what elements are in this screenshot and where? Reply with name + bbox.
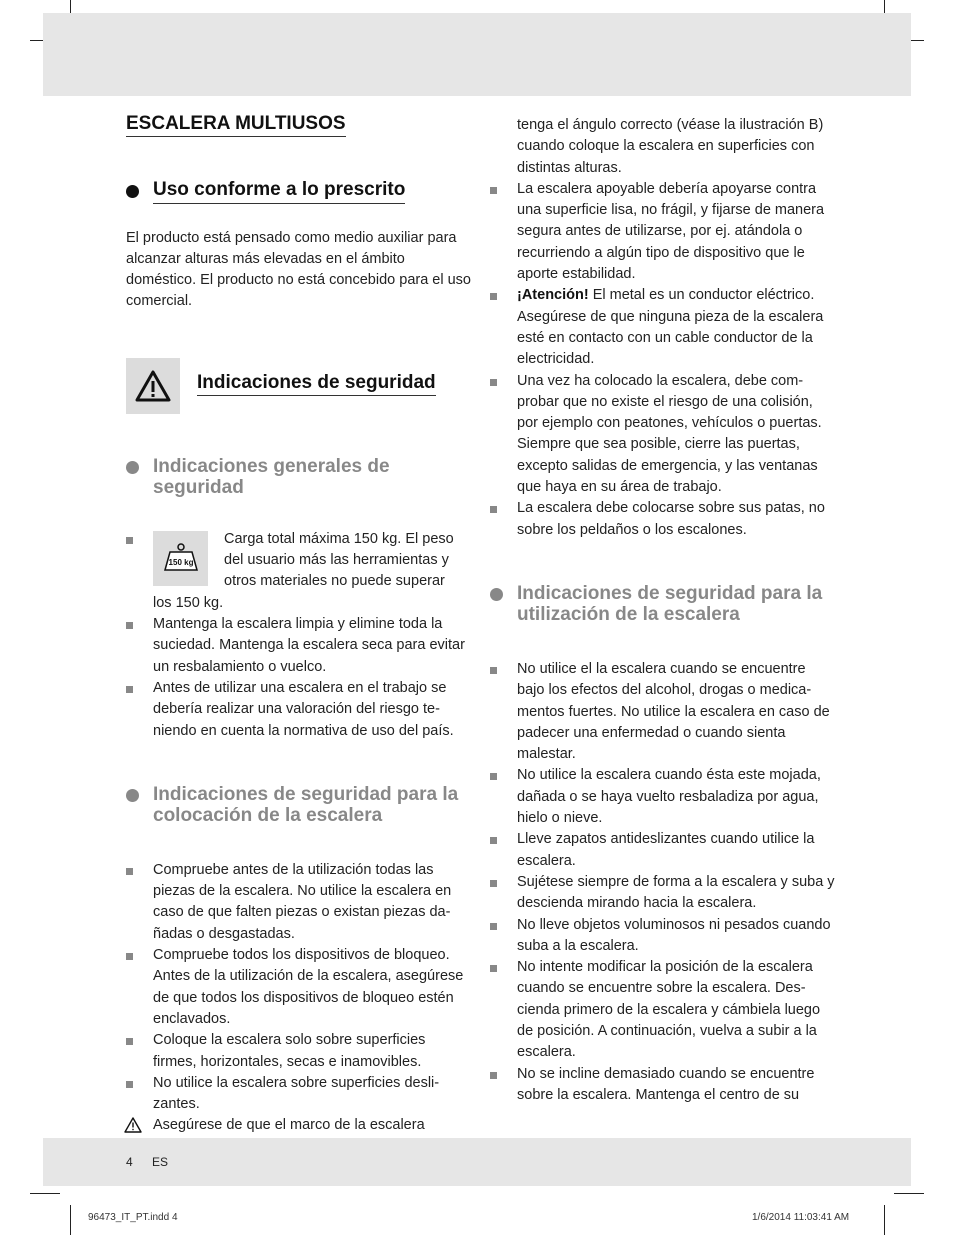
section-generales-title: Indicaciones generales de seguridad	[153, 455, 390, 499]
list-item: No se incline demasiado cuando se encuentre sobre la escalera. Mantenga el centro de su	[490, 1064, 835, 1107]
bullet-square-icon	[490, 923, 497, 930]
list-item: No utilice el la escalera cuando se encuentre bajo los efectos del alcohol, drogas o medica-mentos fuertes. No utilice la escalera en caso de padecer una enfermedad o cuando sienta malestar.	[490, 659, 835, 765]
atencion-text: El metal es un conductor eléctrico. Asegúrese de que ninguna pieza de la escalera esté en contacto con un cable conductor de la electricidad.	[517, 287, 824, 368]
right-column	[490, 115, 835, 1106]
section-generales-heading	[126, 456, 471, 499]
crop-mark	[884, 1205, 885, 1235]
bullet-square-icon	[490, 506, 497, 513]
list-item: Sujétese siempre de forma a la escalera y suba y descienda mirando hacia la escalera.	[490, 872, 835, 915]
colocacion-list-continued	[490, 179, 835, 541]
list-item: La escalera debe colocarse sobre sus patas, no sobre los peldaños o los escalones.	[490, 498, 835, 541]
slug-date: 1/6/2014 11:03:41 AM	[752, 1212, 850, 1223]
bullet-dot-icon	[490, 588, 503, 601]
bullet-square-icon	[126, 868, 133, 875]
crop-mark	[30, 1193, 60, 1194]
load-capacity-item	[126, 529, 471, 593]
bullet-square-icon	[490, 1072, 497, 1079]
warning-triangle-icon	[126, 358, 180, 414]
list-item: Antes de utilizar una escalera en el trabajo se debería realizar una valoración del riesgo te-niendo en cuenta la normativa de uso del país.	[126, 678, 471, 742]
left-column	[126, 110, 471, 1137]
bullet-square-icon	[126, 622, 133, 629]
bullet-square-icon	[490, 837, 497, 844]
list-item: No intente modificar la posición de la escalera cuando se encuentre sobre la escalera. Des-cienda primero de la escalera y cámbiela luego de posición. A continuación, vuelva a subir a la escalera.	[490, 957, 835, 1063]
utilizacion-list	[490, 659, 835, 1106]
weight-icon-label: 150 kg	[168, 558, 193, 568]
list-item: Compruebe todos los dispositivos de bloqueo. Antes de la utilización de la escalera, asegúrese de que todos los dispositivos de bloqueo estén enclavados.	[126, 945, 471, 1030]
list-item	[490, 285, 835, 370]
section-utilizacion-title: Indicaciones de seguridad para la utilización de la escalera	[517, 582, 823, 626]
list-item: Mantenga la escalera limpia y elimine toda la suciedad. Mantenga la escalera seca para evitar un resbalamiento o vuelco.	[126, 614, 471, 678]
continued-paragraph: tenga el ángulo correcto (véase la ilustración B) cuando coloque la escalera en superficies con distintas alturas.	[517, 117, 824, 176]
load-capacity-text: Carga total máxima 150 kg. El peso del usuario más las herramientas y otros materiales no puede superar	[224, 530, 454, 590]
bullet-square-icon	[126, 953, 133, 960]
safety-title: Indicaciones de seguridad	[197, 372, 436, 396]
list-item: No utilice la escalera sobre superficies desli-zantes.	[126, 1073, 471, 1116]
crop-mark	[70, 1205, 71, 1235]
section-colocacion-heading	[126, 784, 471, 827]
list-item: No utilice la escalera cuando ésta este mojada, dañada o se haya vuelto resbaladiza por agua, hielo o nieve.	[490, 765, 835, 829]
bullet-square-icon	[490, 187, 497, 194]
section-utilizacion-heading	[490, 583, 835, 626]
warning-list-item: Asegúrese de que el marco de la escalera	[126, 1115, 471, 1136]
safety-heading	[126, 358, 471, 414]
crop-mark	[894, 1193, 924, 1194]
slug-file: 96473_IT_PT.indd 4	[88, 1212, 178, 1223]
bullet-square-icon	[126, 537, 133, 544]
warning-triangle-icon	[124, 1117, 142, 1140]
bullet-square-icon	[490, 667, 497, 674]
list-item: La escalera apoyable debería apoyarse contra una superficie lisa, no frágil, y fijarse de manera segura antes de utilizarse, por ej. atándola o recurriendo a algún tipo de dispositivo que le aporte estabilidad.	[490, 179, 835, 285]
list-item: Una vez ha colocado la escalera, debe com-probar que no existe el riesgo de una colisión, por ejemplo con peatones, vehículos o puertas. Siempre que sea posible, cierre las puertas, excepto salidas de emergencia, y las ventanas que haya en su área de trabajo.	[490, 371, 835, 499]
footer-band	[43, 1138, 911, 1186]
bullet-square-icon	[490, 965, 497, 972]
bullet-square-icon	[490, 379, 497, 386]
list-item: Coloque la escalera solo sobre superficies firmes, horizontales, secas e inamovibles.	[126, 1030, 471, 1073]
section-colocacion-title: Indicaciones de seguridad para la colocación de la escalera	[153, 783, 459, 827]
list-item: Compruebe antes de la utilización todas las piezas de la escalera. No utilice la escalera en caso de que falten piezas o existan piezas da-ñadas o desgastadas.	[126, 860, 471, 945]
uso-paragraph: El producto está pensado como medio auxiliar para alcanzar alturas más elevadas en el ámbito doméstico. El producto no está concebido para el uso comercial.	[126, 229, 471, 310]
bullet-square-icon	[490, 773, 497, 780]
bullet-square-icon	[490, 293, 497, 300]
colocacion-list	[126, 860, 471, 1137]
bullet-square-icon	[490, 880, 497, 887]
bullet-square-icon	[126, 1081, 133, 1088]
bullet-dot-icon	[126, 185, 139, 198]
page-title: ESCALERA MULTIUSOS	[126, 113, 346, 137]
page-language: ES	[152, 1155, 169, 1169]
atencion-label: ¡Atención!	[517, 287, 589, 304]
load-capacity-tail: los 150 kg.	[153, 594, 224, 611]
list-item: No lleve objetos voluminosos ni pesados cuando suba a la escalera.	[490, 915, 835, 958]
generales-list	[126, 614, 471, 742]
weight-icon	[153, 531, 208, 586]
section-uso-title: Uso conforme a lo prescrito	[153, 179, 405, 203]
page-number: 4	[126, 1155, 133, 1169]
bullet-square-icon	[126, 686, 133, 693]
list-item: Lleve zapatos antideslizantes cuando utilice la escalera.	[490, 829, 835, 872]
header-band	[43, 13, 911, 96]
bullet-dot-icon	[126, 461, 139, 474]
bullet-dot-icon	[126, 789, 139, 802]
bullet-square-icon	[126, 1038, 133, 1045]
section-uso-heading	[126, 179, 471, 203]
